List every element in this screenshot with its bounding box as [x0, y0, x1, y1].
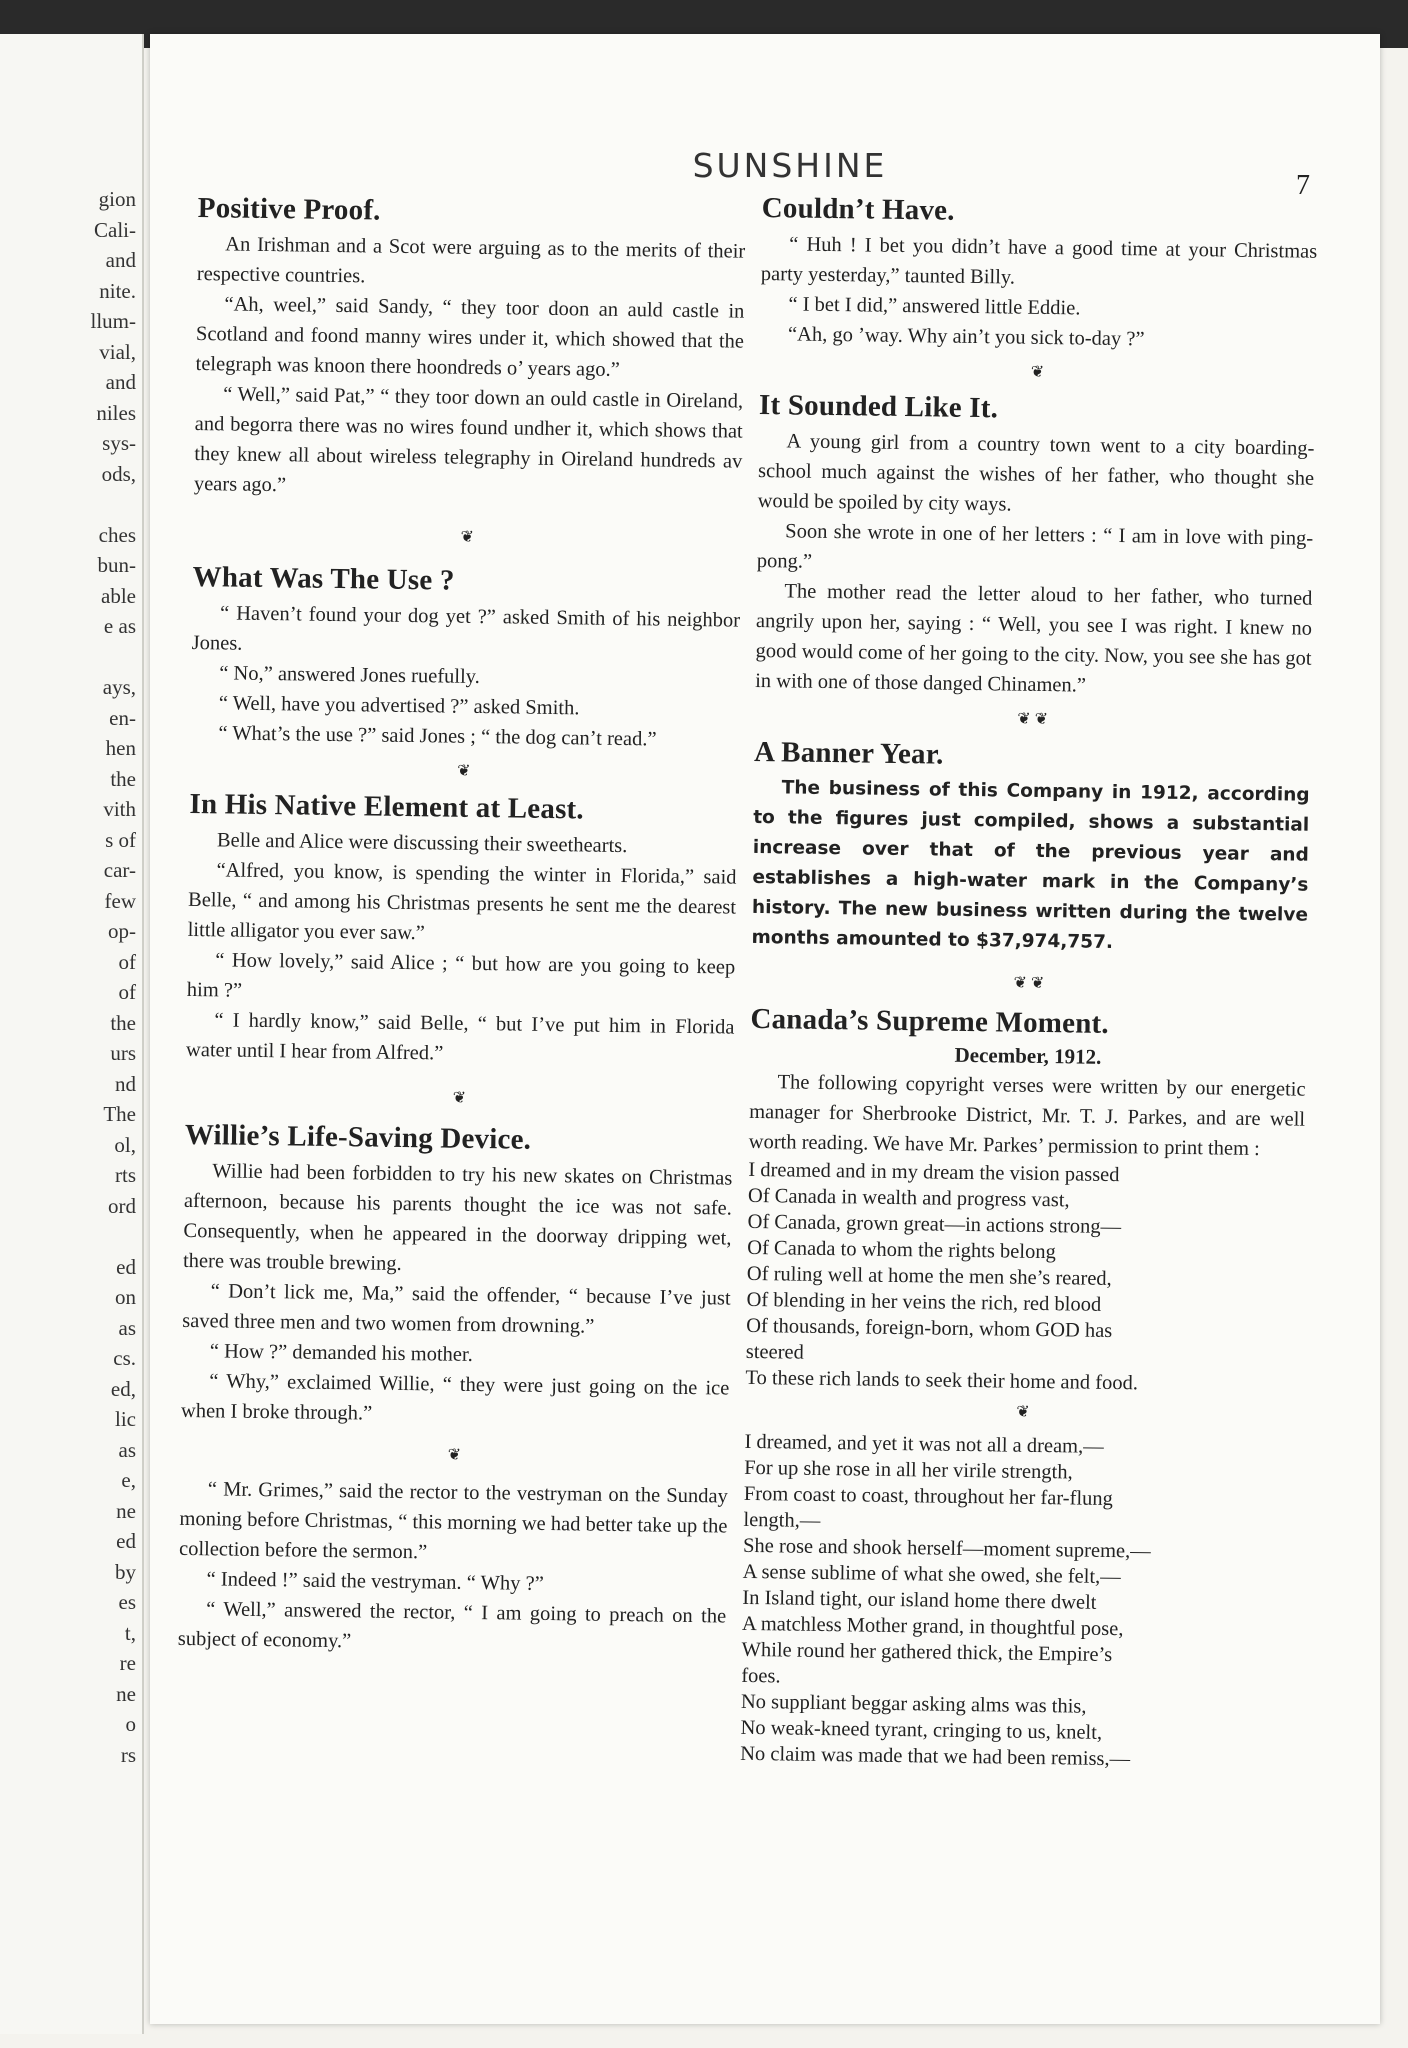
paragraph: “ Haven’t found your dog yet ?” asked Smith of his neighbor Jones.: [191, 602, 741, 655]
article-native-element: [186, 788, 738, 1073]
article-title: What Was The Use ?: [192, 560, 455, 597]
paragraph: “ Well,” answered the rector, “ I am going to preach on the subject of economy.”: [177, 1598, 727, 1653]
poem-stanza: I dreamed, and yet it was not all a dream,— For up she rose in all her virile strength, From coast to coast, throughout her far-flung length,— She rose and shook herself—moment supreme,— A sense sublime of what she owed, she felt,— In Island tight, our island home there dwelt A matchless Mother grand, in thoughtful pose, While round her gathered thick, the Empire’s foes. No suppliant beggar asking alms was this, No weak-kneed tyrant, cringing to us, knelt, No claim was made that we had been remiss,—: [740, 1430, 1151, 1771]
leaf-ornament: ❦: [1016, 1403, 1030, 1421]
paragraph: An Irishman and a Scot were arguing as to the merits of their respective countries.: [196, 233, 746, 288]
paragraph: “Ah, weel,” said Sandy, “ they toor doon an auld castle in Scotland and foond manny wires under it, which showed that the telegraph was knoon there hoondreds o’ years ago.”: [195, 293, 745, 381]
article-willie: [181, 1119, 733, 1434]
article-title: Canada’s Supreme Moment.: [750, 1002, 1110, 1040]
right-column: [740, 192, 1318, 1775]
article-canada: [740, 1003, 1307, 1775]
paragraph: “Alfred, you know, is spending the winter in Florida,” said Belle, “ and among his Christmas presents he sent me the dearest little alligator you ever saw.”: [187, 859, 737, 945]
paragraph: The mother read the letter aloud to her father, who turned angrily upon her, saying : “ Well, you see I was right. I knew no good would come of her going to the city. Now, you see she has got in with one of those danged Chinamen.”: [755, 580, 1313, 697]
article-date: December, 1912.: [954, 1042, 1102, 1069]
article-positive-proof: [194, 192, 746, 507]
left-column: [178, 192, 746, 1662]
article-couldnt-have: [760, 192, 1318, 357]
double-leaf-ornament: ❦ ❦: [1013, 974, 1045, 993]
paragraph: “ Huh ! I bet you didn’t have a good time at your Christmas party yesterday,” taunted Billy.: [760, 233, 1318, 289]
article-title: Positive Proof.: [197, 192, 381, 227]
article-what-was-the-use: [190, 561, 741, 756]
facing-page-edge: [0, 34, 144, 2034]
paragraph: “ Why,” exclaimed Willie, “ they were just going on the ice when I broke through.”: [180, 1370, 730, 1425]
paragraph: The following copyright verses were written by our energetic manager for Sherbrooke District, Mr. T. J. Parkes, and are well worth reading. We have Mr. Parkes’ permission to print them :: [748, 1071, 1306, 1161]
leaf-ornament: ❦: [460, 528, 475, 546]
article-banner-year: [751, 736, 1310, 961]
paragraph: “ How ?” demanded his mother.: [209, 1340, 473, 1366]
paragraph: “ Don’t lick me, Ma,” said the offender, “ because I’ve just saved three men and two women from drowning.”: [182, 1280, 731, 1338]
double-leaf-ornament: ❦ ❦: [1017, 710, 1049, 729]
paragraph: “ Well,” said Pat,” “ they toor down an ould castle in Oireland, and begorra there was no wires found undher it, which shows that they knew all about wireless telegraphy in Oireland hundreds av years ago.”: [193, 383, 744, 497]
paragraph: Willie had been forbidden to try his new skates on Christmas afternoon, because his parents thought the ice was not safe. Consequently, when he appeared in the doorway dripping wet, there was trouble brewing.: [182, 1160, 733, 1275]
announcement-paragraph: The business of this Company in 1912, according to the figures just compiled, shows a substantial increase over that of the previous year and establishes a high-water mark in the Company’s history. The new business written during the twelve months amounted to $37,974,757.: [751, 777, 1310, 953]
paragraph: A young girl from a country town went to a city boarding-school much against the wishes of her father, who thought she would be spoiled by city ways.: [757, 430, 1315, 516]
paragraph: “ Indeed !” said the vestryman. “ Why ?”: [206, 1568, 544, 1595]
paragraph: “ I hardly know,” said Belle, “ but I’ve put him in Florida water until I hear from Alfred.”: [185, 1009, 735, 1065]
paragraph: “ I bet I did,” answered little Eddie.: [788, 293, 1081, 320]
page-number: 7: [1296, 170, 1310, 201]
article-title: A Banner Year.: [753, 735, 944, 771]
article-grimes: [178, 1474, 728, 1662]
leaf-ornament: ❦: [452, 1089, 467, 1107]
paragraph: Soon she wrote in one of her letters : “ I am in love with ping-pong.”: [756, 520, 1314, 573]
leaf-ornament: ❦: [1030, 363, 1045, 381]
paragraph: “ How lovely,” said Alice ; “ but how are you going to keep him ?”: [186, 949, 736, 1002]
article-title: Couldn’t Have.: [761, 192, 955, 227]
paragraph: “ Mr. Grimes,” said the rector to the vestryman on the Sunday moning before Christmas, “ this morning we had better take up the collection before the sermon.”: [178, 1478, 728, 1564]
article-sounded-like-it: [755, 389, 1315, 704]
paragraph: “Ah, go ’way. Why ain’t you sick to-day ?”: [787, 323, 1145, 351]
article-title: In His Native Element at Least.: [189, 787, 585, 826]
article-title: It Sounded Like It.: [758, 388, 999, 425]
paragraph: “ What’s the use ?” said Jones ; “ the dog can’t read.”: [218, 722, 657, 751]
leaf-ornament: ❦: [457, 762, 471, 780]
masthead: SUNSHINE: [692, 146, 888, 185]
article-title: Willie’s Life-Saving Device.: [184, 1118, 532, 1156]
paragraph: “ No,” answered Jones ruefully.: [219, 662, 480, 688]
leaf-ornament: ❦: [447, 1446, 462, 1464]
facing-page-text-fragments: gion Cali- and nite. llum- vial, and niles sys- ods, ches bun- able e as ays, en- hen the vith s of car- few op- of of the urs nd The ol, rts ord ed on as cs. ed, lic as e, ne ed by es t, re ne o rs: [90, 187, 136, 1767]
poem-stanza: I dreamed and in my dream the vision passed Of Canada in wealth and progress vast, Of Canada, grown great—in actions strong— Of Canada to whom the rights belong Of ruling well at home the men she’s reared, Of blending in her veins the rich, red blood Of thousands, foreign-born, whom GOD has steered To these rich lands to seek their home and food.: [745, 1158, 1139, 1395]
paragraph: Belle and Alice were discussing their sweethearts.: [216, 829, 628, 858]
paragraph: “ Well, have you advertised ?” asked Smith.: [218, 692, 580, 720]
